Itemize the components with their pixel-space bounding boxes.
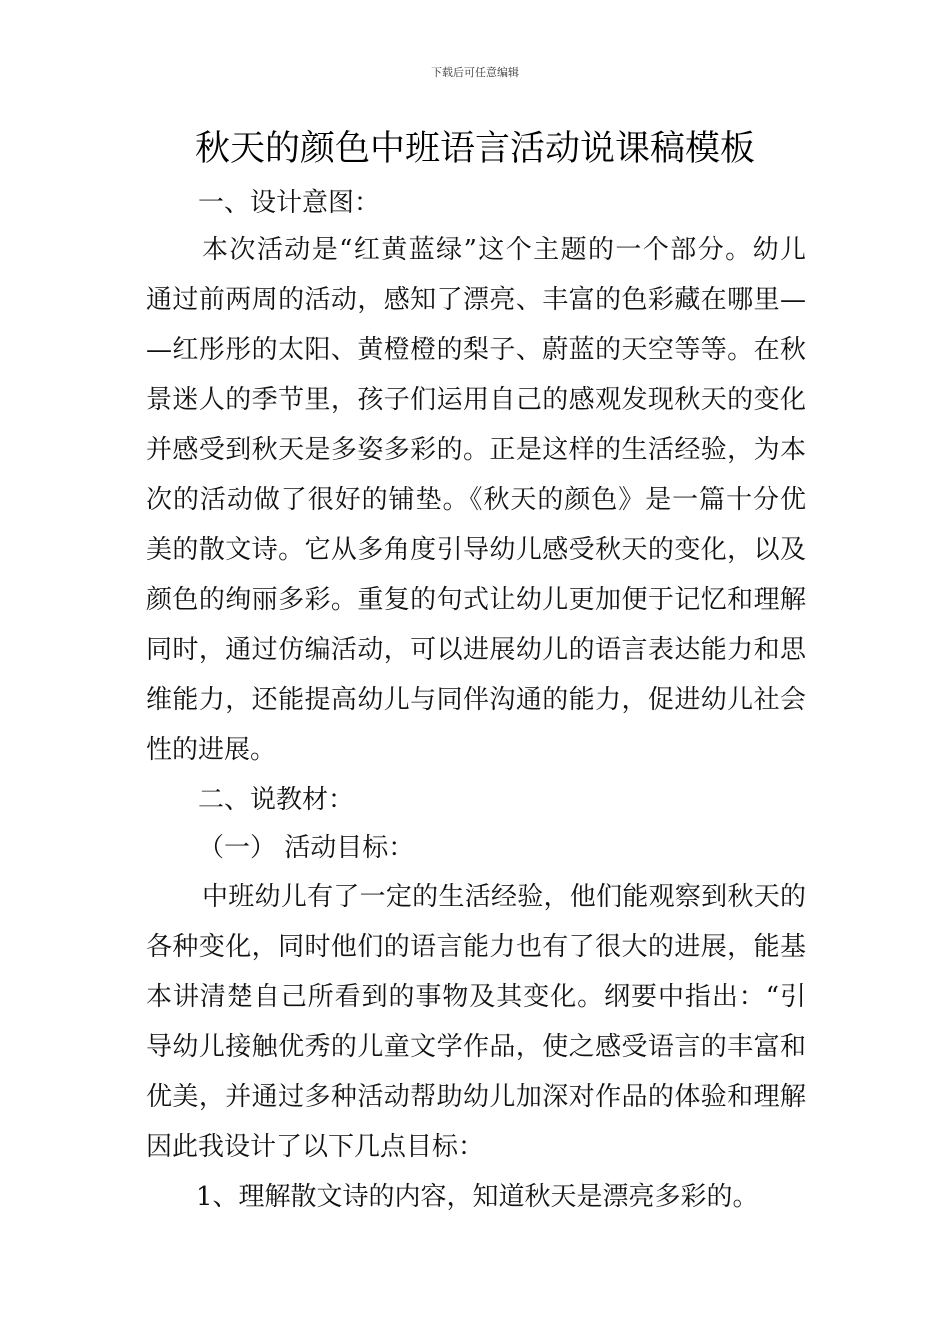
paragraph-line: 美的散文诗。它从多角度引导幼儿感受秋天的变化，以及: [146, 535, 806, 565]
subsection-heading-activity-goals: （一） 活动目标：: [198, 833, 415, 863]
paragraph-line: 本次活动是“红黄蓝绿”这个主题的一个部分。幼儿: [202, 235, 806, 265]
paragraph-line: 各种变化，同时他们的语言能力也有了很大的进展，能基: [146, 932, 806, 962]
paragraph-line: 优美，并通过多种活动帮助幼儿加深对作品的体验和理解: [146, 1082, 806, 1112]
paragraph-line: 维能力，还能提高幼儿与同伴沟通的能力，促进幼儿社会: [146, 685, 806, 715]
paragraph-line: 并感受到秋天是多姿多彩的。正是这样的生活经验，为本: [146, 435, 806, 465]
paragraph-line: 中班幼儿有了一定的生活经验，他们能观察到秋天的: [202, 882, 806, 912]
paragraph-line: 颜色的绚丽多彩。重复的句式让幼儿更加便于记忆和理解: [146, 585, 806, 615]
header-note: 下载后可任意编辑: [431, 66, 519, 79]
paragraph-line: 次的活动做了很好的铺垫。《秋天的颜色》是一篇十分优: [146, 485, 806, 515]
section-heading-design-intent: 一、设计意图：: [198, 188, 381, 218]
paragraph-line: 景迷人的季节里，孩子们运用自己的感观发现秋天的变化: [146, 385, 806, 415]
paragraph-line: 导幼儿接触优秀的儿童文学作品，使之感受语言的丰富和: [146, 1032, 806, 1062]
document-title: 秋天的颜色中班语言活动说课稿模板: [194, 129, 755, 169]
paragraph-line: 同时，通过仿编活动，可以进展幼儿的语言表达能力和思: [146, 635, 806, 665]
paragraph-line: 性的进展。: [146, 735, 277, 765]
paragraph-line: 通过前两周的活动，感知了漂亮、丰富的色彩藏在哪里—: [146, 285, 806, 315]
section-heading-teaching-material: 二、说教材：: [198, 785, 355, 815]
paragraph-line: 因此我设计了以下几点目标：: [146, 1132, 485, 1162]
paragraph-line: 本讲清楚自己所看到的事物及其变化。纲要中指出：“引: [146, 982, 806, 1012]
paragraph-line: —红彤彤的太阳、黄橙橙的梨子、蔚蓝的天空等等。在秋: [146, 335, 806, 365]
goal-item-1: 1、理解散文诗的内容，知道秋天是漂亮多彩的。: [196, 1182, 759, 1212]
